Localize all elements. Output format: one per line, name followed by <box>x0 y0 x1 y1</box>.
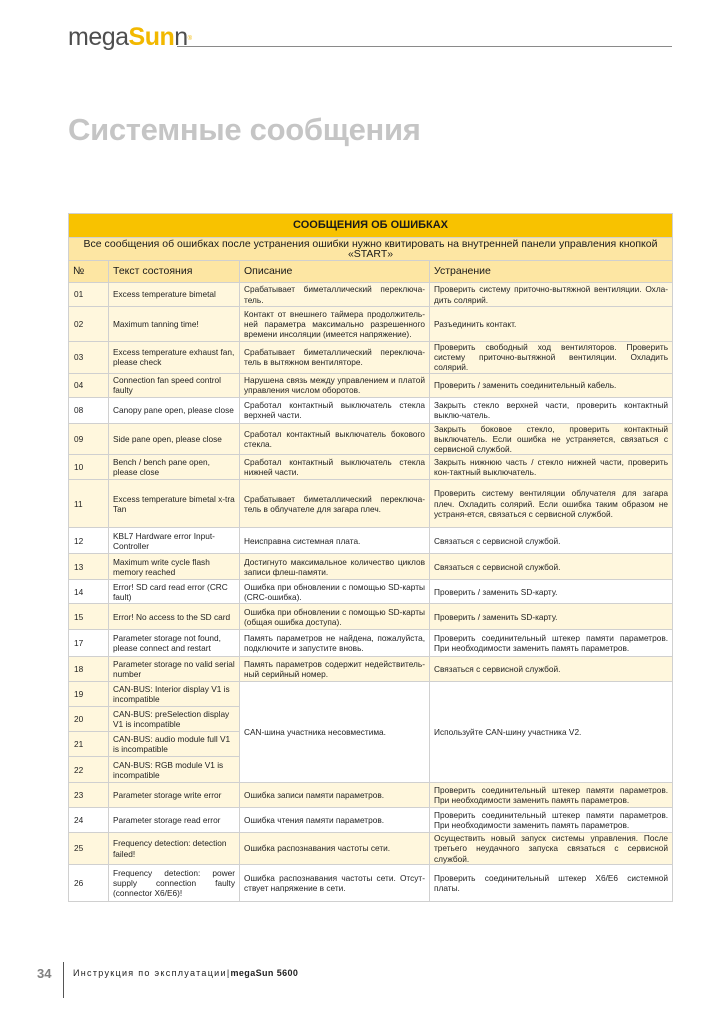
row-state: Parameter storage read error <box>109 808 240 833</box>
row-state: CAN-BUS: Interior display V1 is incompatible <box>109 682 240 707</box>
footer-separator: | <box>226 968 231 978</box>
row-state: CAN-BUS: RGB module V1 is incompatible <box>109 757 240 783</box>
table-row <box>69 808 673 833</box>
row-fix: Проверить свободный ход вентиляторов. Проверить систему приточно-вытяжной вентиляции. Охладить солярий. <box>430 342 673 374</box>
logo-text-sun: Sun <box>128 23 175 51</box>
table-row <box>69 682 673 707</box>
row-state: Error! SD card read error (CRC fault) <box>109 580 240 604</box>
row-state: Parameter storage write error <box>109 783 240 808</box>
table-title: СООБЩЕНИЯ ОБ ОШИБКАХ <box>69 214 673 238</box>
row-description: Срабатывает биметаллический переключа-тель. <box>240 283 430 307</box>
row-state: Excess temperature bimetal x-tra Tan <box>109 480 240 528</box>
row-number: 25 <box>69 833 109 865</box>
row-fix: Закрыть боковое стекло, проверить контактный выключатель. Если ошибка не устраняется, связаться с сервисной службой. <box>430 423 673 455</box>
row-state: CAN-BUS: audio module full V1 is incompatible <box>109 732 240 757</box>
row-fix: Связаться с сервисной службой. <box>430 554 673 580</box>
row-state: CAN-BUS: preSelection display V1 is incompatible <box>109 707 240 732</box>
table-row <box>69 580 673 604</box>
row-description: Ошибка распознавания частоты сети. Отсут-ствует напряжение в сети. <box>240 864 430 901</box>
row-description: Неисправна системная плата. <box>240 528 430 554</box>
row-number: 10 <box>69 455 109 480</box>
row-state: KBL7 Hardware error Input-Controller <box>109 528 240 554</box>
table-row <box>69 864 673 901</box>
row-fix: Проверить соединительный штекер памяти параметров. При необходимости заменить память параметров. <box>430 808 673 833</box>
row-number: 13 <box>69 554 109 580</box>
row-number: 01 <box>69 283 109 307</box>
row-description: Срабатывает биметаллический переключа-тель в вытяжном вентиляторе. <box>240 342 430 374</box>
row-number: 09 <box>69 423 109 455</box>
row-state: Excess temperature exhaust fan, please check <box>109 342 240 374</box>
table-row <box>69 455 673 480</box>
row-state: Error! No access to the SD card <box>109 604 240 630</box>
can-group-description: CAN-шина участника несовместима. <box>240 682 430 783</box>
row-number: 21 <box>69 732 109 757</box>
row-number: 23 <box>69 783 109 808</box>
table-row <box>69 373 673 397</box>
table-row <box>69 630 673 657</box>
row-state: Frequency detection: detection failed! <box>109 833 240 865</box>
row-number: 08 <box>69 397 109 423</box>
table-row <box>69 283 673 307</box>
row-fix: Проверить систему приточно-вытяжной вентиляции. Охла-дить солярий. <box>430 283 673 307</box>
row-description: Память параметров содержит недействитель-ный серийный номер. <box>240 657 430 682</box>
row-fix: Разъединить контакт. <box>430 307 673 342</box>
row-state: Frequency detection: power supply connection faulty (connector X6/E6)! <box>109 864 240 901</box>
megasun-logo <box>68 22 192 52</box>
row-number: 22 <box>69 757 109 783</box>
row-number: 26 <box>69 864 109 901</box>
row-number: 17 <box>69 630 109 657</box>
row-state: Bench / bench pane open, please close <box>109 455 240 480</box>
table-row <box>69 554 673 580</box>
table-row <box>69 833 673 865</box>
row-state: Maximum write cycle flash memory reached <box>109 554 240 580</box>
row-number: 04 <box>69 373 109 397</box>
row-number: 11 <box>69 480 109 528</box>
row-fix: Проверить соединительный штекер X6/E6 системной платы. <box>430 864 673 901</box>
row-description: Контакт от внешнего таймера продолжитель-ней параметра максимально разрешенного времени инсоляции (имеется напряжение). <box>240 307 430 342</box>
table-row <box>69 423 673 455</box>
row-fix: Проверить / заменить SD-карту. <box>430 580 673 604</box>
row-state: Parameter storage not found, please connect and restart <box>109 630 240 657</box>
row-description: Нарушена связь между управлением и платой управления числом оборотов. <box>240 373 430 397</box>
row-fix: Проверить систему вентиляции облучателя для загара плеч. Охладить солярий. Если ошибка таким образом не устраня-ется, связаться с сервисной службой. <box>430 480 673 528</box>
row-fix: Связаться с сервисной службой. <box>430 528 673 554</box>
row-description: Ошибка распознавания частоты сети. <box>240 833 430 865</box>
header-rule <box>177 46 672 47</box>
model-name: megaSun 5600 <box>230 968 299 978</box>
row-fix: Проверить соединительный штекер памяти параметров. При необходимости заменить память параметров. <box>430 630 673 657</box>
page-title: Системные сообщения <box>68 112 421 147</box>
row-fix: Проверить / заменить соединительный кабель. <box>430 373 673 397</box>
table-note: Все сообщения об ошибках после устранения ошибки нужно квитировать на внутренней панели управления кнопкой «START» <box>69 238 673 261</box>
row-description: Ошибка записи памяти параметров. <box>240 783 430 808</box>
row-number: 12 <box>69 528 109 554</box>
row-number: 15 <box>69 604 109 630</box>
row-description: Срабатывает биметаллический переключа-тель в облучателе для загара плеч. <box>240 480 430 528</box>
row-number: 20 <box>69 707 109 732</box>
row-number: 14 <box>69 580 109 604</box>
row-state: Excess temperature bimetal <box>109 283 240 307</box>
column-header-number: № <box>69 261 109 283</box>
row-description: Сработал контактный выключатель бокового стекла. <box>240 423 430 455</box>
page-number: 34 <box>37 966 52 981</box>
row-description: Сработал контактный выключатель стекла верхней части. <box>240 397 430 423</box>
row-fix: Проверить / заменить SD-карту. <box>430 604 673 630</box>
row-fix: Закрыть нижнюю часть / стекло нижней части, проверить кон-тактный выключатель. <box>430 455 673 480</box>
column-header-description: Описание <box>240 261 430 283</box>
manual-label: Инструкция по эксплуатации <box>73 968 227 978</box>
row-number: 24 <box>69 808 109 833</box>
row-state: Maximum tanning time! <box>109 307 240 342</box>
row-number: 02 <box>69 307 109 342</box>
row-state: Parameter storage no valid serial number <box>109 657 240 682</box>
column-header-fix: Устранение <box>430 261 673 283</box>
table-row <box>69 604 673 630</box>
logo-text-n: n <box>174 23 188 51</box>
table-row <box>69 657 673 682</box>
error-messages-table <box>68 213 673 902</box>
row-fix: Связаться с сервисной службой. <box>430 657 673 682</box>
row-description: Сработал контактный выключатель стекла нижней части. <box>240 455 430 480</box>
row-state: Canopy pane open, please close <box>109 397 240 423</box>
table-row <box>69 480 673 528</box>
footer-divider <box>63 962 64 998</box>
row-number: 18 <box>69 657 109 682</box>
row-description: Ошибка при обновлении с помощью SD-карты (общая ошибка доступа). <box>240 604 430 630</box>
row-number: 19 <box>69 682 109 707</box>
row-fix: Закрыть стекло верхней части, проверить контактный выклю-чатель. <box>430 397 673 423</box>
logo-registered-mark: ® <box>187 36 192 42</box>
table-row <box>69 307 673 342</box>
table-row <box>69 528 673 554</box>
column-header-state: Текст состояния <box>109 261 240 283</box>
row-state: Side pane open, please close <box>109 423 240 455</box>
table-row <box>69 783 673 808</box>
row-description: Ошибка при обновлении с помощью SD-карты (CRC-ошибка). <box>240 580 430 604</box>
row-fix: Осуществить новый запуск системы управления. После третьего неудачного запуска связаться с сервисной службой. <box>430 833 673 865</box>
row-fix: Проверить соединительный штекер памяти параметров. При необходимости заменить память параметров. <box>430 783 673 808</box>
row-state: Connection fan speed control faulty <box>109 373 240 397</box>
logo-text-mega: mega <box>68 23 129 51</box>
row-description: Достигнуто максимальное количество циклов записи флеш-памяти. <box>240 554 430 580</box>
table-row <box>69 397 673 423</box>
footer-text <box>73 968 298 978</box>
row-description: Ошибка чтения памяти параметров. <box>240 808 430 833</box>
row-description: Память параметров не найдена, пожалуйста, подключите и запустите вновь. <box>240 630 430 657</box>
table-row <box>69 342 673 374</box>
can-group-fix: Используйте CAN-шину участника V2. <box>430 682 673 783</box>
row-number: 03 <box>69 342 109 374</box>
